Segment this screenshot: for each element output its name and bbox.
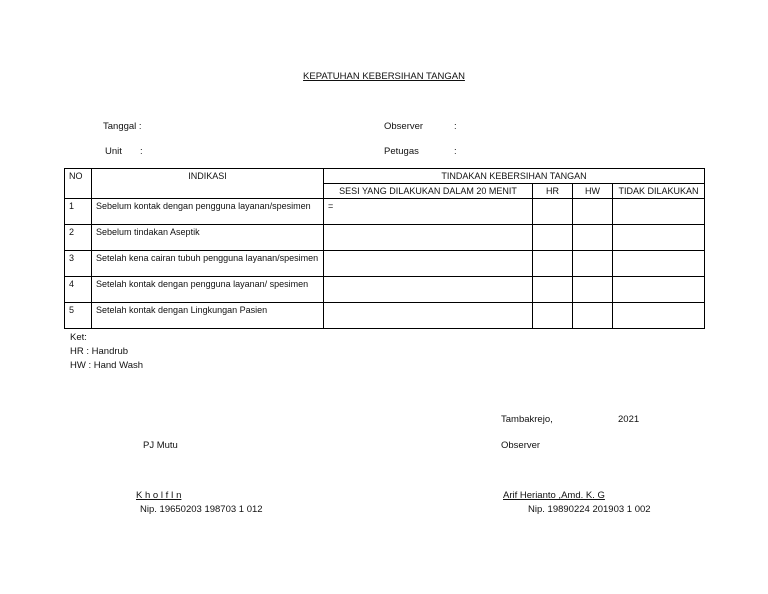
row-no: 5 bbox=[65, 303, 92, 329]
signature-year: 2021 bbox=[618, 414, 640, 425]
header-no: NO bbox=[65, 169, 92, 199]
ket-hr: HR : Handrub bbox=[70, 346, 129, 357]
row-no: 1 bbox=[65, 199, 92, 225]
row-hr-cell[interactable] bbox=[533, 277, 573, 303]
row-hw-cell[interactable] bbox=[573, 225, 613, 251]
row-hr-cell[interactable] bbox=[533, 251, 573, 277]
petugas-colon: : bbox=[454, 146, 457, 157]
header-tindakan: TINDAKAN KEBERSIHAN TANGAN bbox=[324, 169, 705, 184]
table-row bbox=[65, 303, 705, 329]
right-signatory-nip: Nip. 19890224 201903 1 002 bbox=[528, 504, 651, 515]
row-tidak-cell[interactable] bbox=[613, 277, 705, 303]
row-tidak-cell[interactable] bbox=[613, 251, 705, 277]
table-row bbox=[65, 251, 705, 277]
row-tidak-cell[interactable] bbox=[613, 199, 705, 225]
ket-hw: HW : Hand Wash bbox=[70, 360, 144, 371]
right-role: Observer bbox=[501, 440, 541, 451]
row-sesi-cell[interactable] bbox=[324, 303, 533, 329]
row-indikasi: Sebelum kontak dengan pengguna layanan/spesimen bbox=[92, 199, 324, 225]
row-no: 4 bbox=[65, 277, 92, 303]
row-indikasi: Sebelum tindakan Aseptik bbox=[92, 225, 324, 251]
right-signatory-name: Arif Herianto ,Amd. K. G bbox=[503, 490, 605, 501]
left-signatory-nip: Nip. 19650203 198703 1 012 bbox=[140, 504, 263, 515]
row-hr-cell[interactable] bbox=[533, 199, 573, 225]
header-tidak: TIDAK DILAKUKAN bbox=[613, 184, 705, 199]
observer-label: Observer bbox=[384, 121, 424, 132]
row-no: 3 bbox=[65, 251, 92, 277]
table-header-row bbox=[65, 169, 705, 184]
tanggal-label: Tanggal : bbox=[103, 121, 142, 132]
row-hr-cell[interactable] bbox=[533, 225, 573, 251]
row-indikasi: Setelah kontak dengan pengguna layanan/ spesimen bbox=[92, 277, 324, 303]
row-sesi-cell[interactable] bbox=[324, 277, 533, 303]
unit-colon: : bbox=[140, 146, 143, 157]
row-hw-cell[interactable] bbox=[573, 251, 613, 277]
signature-place: Tambakrejo, bbox=[501, 414, 553, 425]
row-tidak-cell[interactable] bbox=[613, 303, 705, 329]
document-title: KEPATUHAN KEBERSIHAN TANGAN bbox=[303, 71, 465, 82]
row-hw-cell[interactable] bbox=[573, 303, 613, 329]
petugas-label: Petugas bbox=[384, 146, 419, 157]
row-sesi-cell[interactable] bbox=[324, 225, 533, 251]
row-indikasi: Setelah kena cairan tubuh pengguna layanan/spesimen bbox=[92, 251, 324, 277]
header-hw: HW bbox=[573, 184, 613, 199]
row-hr-cell[interactable] bbox=[533, 303, 573, 329]
left-signatory-name: K h o l f I n bbox=[136, 490, 182, 501]
row-sesi-cell[interactable]: = bbox=[324, 199, 533, 225]
left-role: PJ Mutu bbox=[143, 440, 178, 451]
header-hr: HR bbox=[533, 184, 573, 199]
compliance-table bbox=[64, 168, 705, 329]
header-indikasi: INDIKASI bbox=[92, 169, 324, 199]
row-tidak-cell[interactable] bbox=[613, 225, 705, 251]
row-hw-cell[interactable] bbox=[573, 199, 613, 225]
table-row bbox=[65, 277, 705, 303]
table-row bbox=[65, 225, 705, 251]
row-no: 2 bbox=[65, 225, 92, 251]
row-sesi-cell[interactable] bbox=[324, 251, 533, 277]
table-row bbox=[65, 199, 705, 225]
row-indikasi: Setelah kontak dengan Lingkungan Pasien bbox=[92, 303, 324, 329]
observer-colon: : bbox=[454, 121, 457, 132]
unit-label: Unit bbox=[105, 146, 122, 157]
header-sesi: SESI YANG DILAKUKAN DALAM 20 MENIT bbox=[324, 184, 533, 199]
row-hw-cell[interactable] bbox=[573, 277, 613, 303]
ket-label: Ket: bbox=[70, 332, 87, 343]
